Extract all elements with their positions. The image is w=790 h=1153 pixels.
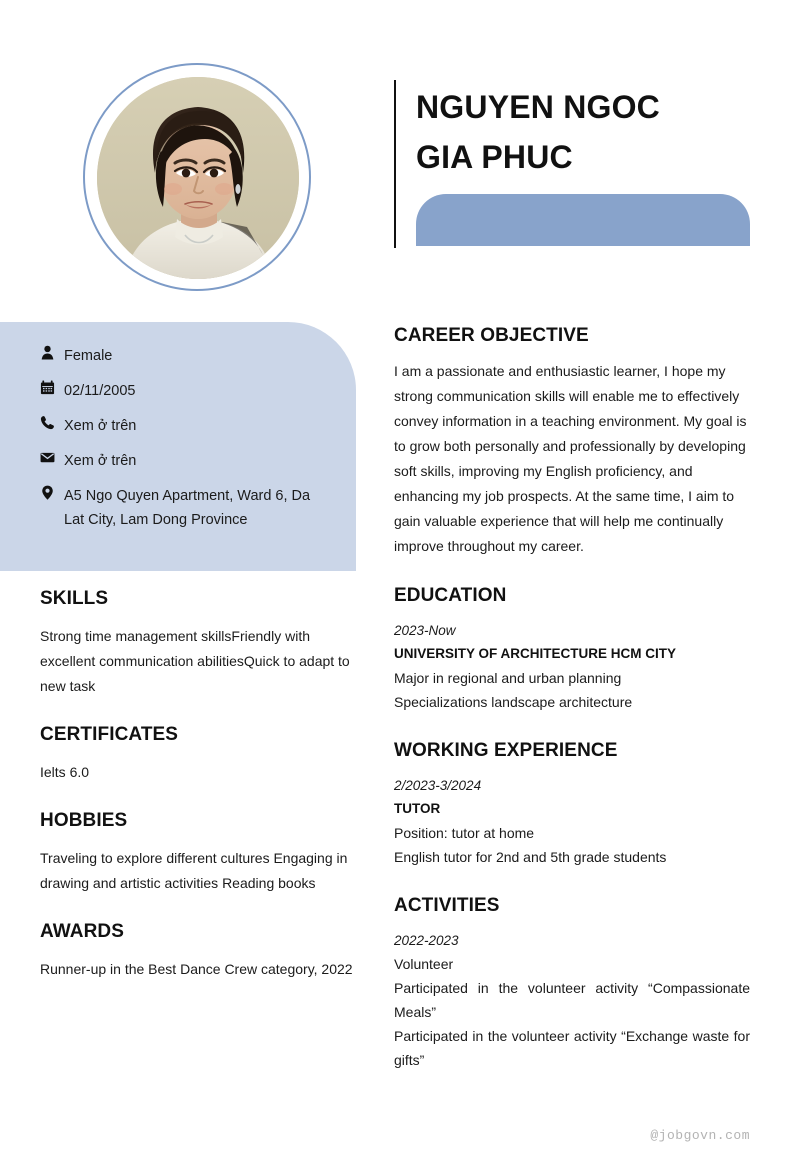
section-activities bbox=[394, 895, 750, 1072]
resume-header bbox=[0, 0, 790, 310]
section-certificates bbox=[40, 724, 356, 785]
contact-item-birthdate bbox=[40, 379, 330, 403]
portrait-photo bbox=[97, 77, 299, 279]
section-hobbies bbox=[40, 810, 356, 896]
left-column bbox=[40, 588, 356, 982]
section-career-objective-text: I am a passionate and enthusiastic learner, I hope my strong communication skills will enable me to effectively convey information in a teaching environment. My goal is to grow both personally and professionally by developing soft skills, improving my English proficiency, and enhancing my job prospects. At the same time, I aim to gain valuable experience that will help me continually improve throughout my career. bbox=[394, 363, 747, 554]
section-awards-text: Runner-up in the Best Dance Crew category, 2022 bbox=[40, 961, 353, 977]
section-certificates-title: CERTIFICATES bbox=[40, 724, 179, 745]
contact-item-gender bbox=[40, 344, 330, 368]
activities-entry-line-1: Participated in the volunteer activity “Compassionate Meals” bbox=[394, 980, 750, 1020]
contact-item-email-text: Xem ở trên bbox=[64, 453, 137, 469]
name-divider-rule bbox=[394, 80, 396, 248]
contact-item-phone-text: Xem ở trên bbox=[64, 418, 137, 434]
contact-item-email bbox=[40, 449, 330, 473]
section-activities-title: ACTIVITIES bbox=[394, 895, 500, 916]
section-awards-title: AWARDS bbox=[40, 921, 124, 942]
phone-icon bbox=[40, 414, 64, 430]
education-entry-line-1: Major in regional and urban planning bbox=[394, 670, 622, 686]
section-career-objective bbox=[394, 325, 750, 559]
activities-entry-date: 2022-2023 bbox=[394, 933, 459, 948]
working-experience-entry-org: TUTOR bbox=[394, 801, 441, 816]
section-skills bbox=[40, 588, 356, 699]
section-career-objective-title: CAREER OBJECTIVE bbox=[394, 325, 589, 346]
section-skills-title: SKILLS bbox=[40, 588, 109, 609]
activities-entry-role: Volunteer bbox=[394, 956, 454, 972]
section-education bbox=[394, 585, 750, 714]
avatar bbox=[97, 77, 299, 279]
calendar-icon bbox=[40, 379, 64, 395]
section-awards bbox=[40, 921, 356, 982]
contact-item-address bbox=[40, 484, 330, 532]
education-entry-date: 2023-Now bbox=[394, 623, 456, 638]
contact-item-address-text: A5 Ngo Quyen Apartment, Ward 6, Da Lat City, Lam Dong Province bbox=[64, 488, 311, 528]
working-experience-entry-date: 2/2023-3/2024 bbox=[394, 778, 482, 793]
contact-list bbox=[40, 344, 330, 532]
working-experience-entry bbox=[394, 774, 750, 869]
user-icon bbox=[40, 344, 64, 360]
activities-entry bbox=[394, 929, 750, 1072]
page-title bbox=[416, 82, 756, 182]
section-certificates-text: Ielts 6.0 bbox=[40, 764, 90, 780]
working-experience-entry-line-1: Position: tutor at home bbox=[394, 825, 535, 841]
contact-panel bbox=[0, 322, 356, 571]
envelope-icon bbox=[40, 449, 64, 465]
education-entry bbox=[394, 619, 750, 714]
contact-item-phone bbox=[40, 414, 330, 438]
right-column bbox=[394, 325, 750, 1072]
name-line-1: NGUYEN NGOC bbox=[416, 89, 660, 125]
contact-item-gender-text: Female bbox=[64, 348, 113, 364]
section-education-title: EDUCATION bbox=[394, 585, 507, 606]
section-hobbies-title: HOBBIES bbox=[40, 810, 128, 831]
education-entry-line-2: Specializations landscape architecture bbox=[394, 694, 633, 710]
section-working-experience-title: WORKING EXPERIENCE bbox=[394, 740, 618, 761]
education-entry-org: UNIVERSITY OF ARCHITECTURE HCM CITY bbox=[394, 646, 677, 661]
avatar-ring bbox=[83, 63, 311, 291]
section-skills-text: Strong time management skillsFriendly with excellent communication abilitiesQuick to adapt to new task bbox=[40, 628, 350, 694]
location-pin-icon bbox=[40, 484, 64, 500]
section-working-experience bbox=[394, 740, 750, 869]
section-hobbies-text: Traveling to explore different cultures Engaging in drawing and artistic activities Reading books bbox=[40, 850, 348, 891]
working-experience-entry-line-2: English tutor for 2nd and 5th grade students bbox=[394, 849, 667, 865]
name-line-2: GIA PHUC bbox=[416, 139, 573, 175]
footer-watermark: @jobgovn.com bbox=[650, 1128, 750, 1143]
activities-entry-line-2: Participated in the volunteer activity “Exchange waste for gifts” bbox=[394, 1028, 750, 1068]
contact-item-birthdate-text: 02/11/2005 bbox=[64, 383, 136, 399]
header-accent-banner bbox=[416, 194, 750, 246]
